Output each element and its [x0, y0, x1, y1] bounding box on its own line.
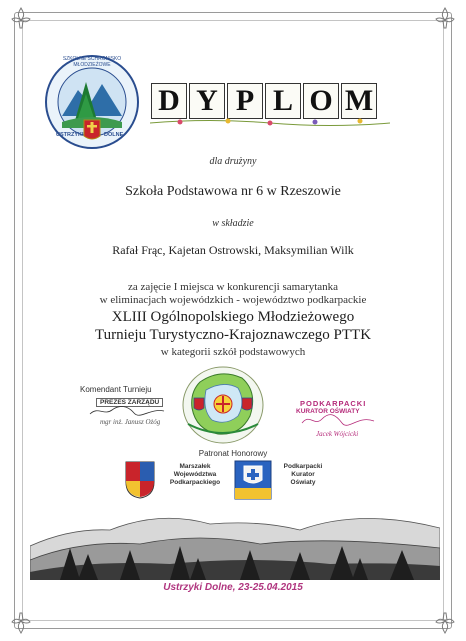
for-team-label: dla drużyny [209, 156, 257, 167]
fleur-de-lis-icon [432, 6, 458, 32]
kurator-office [276, 463, 330, 487]
logo-town-right: DOLNE [104, 132, 124, 138]
award-line-3: XLIII Ogólnopolskiego Młodzieżowego [111, 309, 355, 325]
fleur-de-lis-icon [8, 609, 34, 635]
composition-label: w składzie [212, 218, 254, 229]
award-line-5: w kategorii szkół podstawowych [160, 346, 306, 358]
hostel-logo [44, 54, 140, 150]
award-line-2: w eliminacjach wojewódzkich - województwo podkarpackie [99, 294, 367, 306]
commander-signature-name: mgr inż. Janusz Ożóg [100, 418, 161, 426]
coat-of-arms-icon [124, 460, 156, 500]
title-letter: Y [189, 83, 225, 119]
title-letter: M [341, 83, 377, 119]
commander-stamp: PREZES ZARZĄDU [96, 398, 163, 407]
marshal-line: Województwa [173, 471, 217, 478]
logo-town-left: USTRZYKI [56, 132, 84, 138]
award-line-1: za zajęcie I miejsca w konkurencji samarytanka [127, 281, 339, 293]
marshal-line: Marszałek [179, 463, 211, 470]
kurator-emblem-icon [234, 460, 272, 500]
flower-garland-ornament [150, 116, 390, 128]
title-letter: L [265, 83, 301, 119]
kuratorium-stamp-line1: PODKARPACKI [300, 399, 367, 408]
kurator-line: Podkarpacki [283, 463, 323, 470]
kuratorium-signature-scribble [300, 413, 380, 429]
commander-label: Komendant Turnieju [80, 385, 152, 394]
place-and-date: Ustrzyki Dolne, 23-25.04.2015 [163, 582, 303, 593]
kuratorium-stamp-line2: KURATOR OŚWIATY [296, 408, 360, 415]
marshal-office [160, 463, 230, 487]
patronage-label: Patronat Honorowy [198, 449, 268, 458]
kurator-line: Kurator [291, 471, 315, 478]
award-line-4: Turnieju Turystyczno-Krajoznawczego PTTK [94, 327, 372, 343]
team-members: Rafał Frąc, Kajetan Ostrowski, Maksymilian Wilk [112, 243, 354, 257]
title-letter: D [151, 83, 187, 119]
title-letter: P [227, 83, 263, 119]
kurator-line: Oświaty [290, 479, 316, 486]
title-letter: O [303, 83, 339, 119]
marshal-line: Podkarpackiego [169, 479, 221, 486]
tournament-emblem [180, 364, 266, 446]
fleur-de-lis-icon [432, 609, 458, 635]
mountain-landscape [30, 500, 440, 580]
logo-ring-text: SZKOLNE SCHRONISKO MŁODZIEŻOWE [62, 56, 122, 68]
fleur-de-lis-icon [8, 6, 34, 32]
school-name: Szkoła Podstawowa nr 6 w Rzeszowie [125, 184, 341, 199]
commander-signature-scribble [88, 404, 168, 418]
kuratorium-signature-name: Jacek Wójcicki [316, 430, 359, 438]
